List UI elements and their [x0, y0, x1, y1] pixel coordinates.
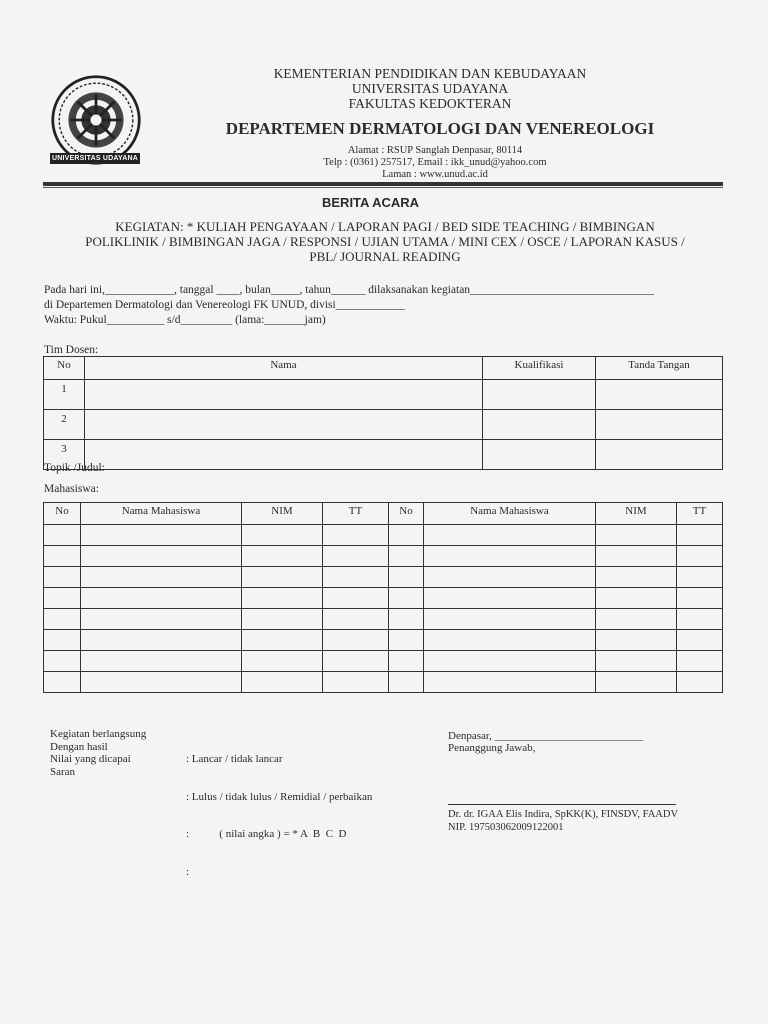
row-number: 1 — [44, 380, 85, 410]
row-number: 2 — [44, 410, 85, 440]
topik-label: Topik /Judul: — [44, 462, 105, 474]
student-cell[interactable] — [242, 609, 323, 630]
student-cell[interactable] — [44, 651, 81, 672]
signature-cell[interactable] — [596, 380, 723, 410]
nama-cell[interactable] — [85, 440, 483, 470]
student-cell[interactable] — [677, 567, 723, 588]
student-cell[interactable] — [44, 609, 81, 630]
student-cell[interactable] — [323, 630, 389, 651]
signature-cell[interactable] — [596, 410, 723, 440]
header-rule-thin — [43, 187, 723, 188]
student-cell[interactable] — [677, 588, 723, 609]
student-cell[interactable] — [677, 630, 723, 651]
tim-dosen-label: Tim Dosen: — [44, 344, 99, 356]
kegiatan-line: KEGIATAN: * KULIAH PENGAYAAN / LAPORAN PAGI / BED SIDE TEACHING / BIMBINGAN — [115, 219, 655, 234]
student-cell[interactable] — [389, 672, 424, 693]
table-row — [44, 567, 723, 588]
student-cell[interactable] — [677, 546, 723, 567]
student-cell[interactable] — [677, 651, 723, 672]
col-nama-mahasiswa: Nama Mahasiswa — [424, 503, 596, 525]
col-kualifikasi: Kualifikasi — [483, 357, 596, 380]
col-tanda-tangan: Tanda Tangan — [596, 357, 723, 380]
student-cell[interactable] — [323, 651, 389, 672]
kualifikasi-cell[interactable] — [483, 410, 596, 440]
student-cell[interactable] — [677, 609, 723, 630]
table-row — [44, 525, 723, 546]
university-name: UNIVERSITAS UDAYANA — [351, 81, 509, 96]
student-cell[interactable] — [677, 525, 723, 546]
responsible-label: Penanggung Jawab, — [448, 742, 536, 754]
table-row — [44, 651, 723, 672]
kegiatan-berlangsung-label: Kegiatan berlangsung — [50, 728, 147, 740]
kualifikasi-cell[interactable] — [483, 440, 596, 470]
student-cell[interactable] — [242, 630, 323, 651]
student-cell[interactable] — [44, 588, 81, 609]
col-nama-mahasiswa: Nama Mahasiswa — [81, 503, 242, 525]
student-cell[interactable] — [44, 546, 81, 567]
student-cell[interactable] — [81, 567, 242, 588]
student-cell[interactable] — [424, 651, 596, 672]
contact: Telp : (0361) 257517, Email : ikk_unud@yahoo.com — [323, 157, 547, 168]
table-header-row — [44, 503, 723, 525]
table-row — [44, 380, 723, 410]
student-cell[interactable] — [81, 525, 242, 546]
student-cell[interactable] — [596, 609, 677, 630]
student-cell[interactable] — [424, 567, 596, 588]
table-row — [44, 630, 723, 651]
dengan-hasil-label: Dengan hasil — [50, 740, 108, 753]
student-cell[interactable] — [389, 651, 424, 672]
student-cell[interactable] — [424, 525, 596, 546]
col-tt: TT — [677, 503, 723, 525]
faculty-name: FAKULTAS KEDOKTERAN — [348, 96, 512, 111]
student-cell[interactable] — [81, 609, 242, 630]
student-cell[interactable] — [242, 567, 323, 588]
student-cell[interactable] — [389, 588, 424, 609]
student-cell[interactable] — [242, 525, 323, 546]
table-row — [44, 609, 723, 630]
saran-value[interactable]: : — [186, 865, 190, 878]
footer-labels — [50, 728, 146, 778]
student-cell[interactable] — [389, 609, 424, 630]
student-cell[interactable] — [323, 525, 389, 546]
website: Laman : www.unud.ac.id — [382, 169, 488, 180]
header-rule — [43, 182, 723, 186]
student-cell[interactable] — [323, 588, 389, 609]
student-cell[interactable] — [596, 567, 677, 588]
student-cell[interactable] — [44, 567, 81, 588]
col-nama: Nama — [85, 357, 483, 380]
table-header-row — [44, 357, 723, 380]
student-cell[interactable] — [323, 567, 389, 588]
nama-cell[interactable] — [85, 380, 483, 410]
student-cell[interactable] — [677, 672, 723, 693]
student-cell[interactable] — [424, 630, 596, 651]
table-row — [44, 672, 723, 693]
kualifikasi-cell[interactable] — [483, 380, 596, 410]
table-row — [44, 440, 723, 470]
student-cell[interactable] — [242, 651, 323, 672]
student-cell[interactable] — [323, 609, 389, 630]
table-row — [44, 546, 723, 567]
student-cell[interactable] — [81, 672, 242, 693]
kegiatan-line: PBL/ JOURNAL READING — [309, 249, 461, 264]
saran-label: Saran — [50, 765, 76, 778]
logo-label: UNIVERSITAS UDAYANA — [51, 155, 138, 162]
table-row — [44, 588, 723, 609]
signature-line — [448, 804, 676, 805]
address: Alamat : RSUP Sanglah Denpasar, 80114 — [347, 145, 523, 156]
student-cell[interactable] — [242, 672, 323, 693]
student-cell[interactable] — [242, 546, 323, 567]
student-cell[interactable] — [242, 588, 323, 609]
student-cell[interactable] — [596, 525, 677, 546]
ministry-name: KEMENTERIAN PENDIDIKAN DAN KEBUDAYAAN — [273, 66, 587, 81]
student-cell[interactable] — [81, 588, 242, 609]
student-cell[interactable] — [596, 672, 677, 693]
nilai-value[interactable]: : ( nilai angka ) = * A B C D — [186, 828, 347, 840]
student-cell[interactable] — [389, 525, 424, 546]
student-cell[interactable] — [596, 546, 677, 567]
student-cell[interactable] — [596, 651, 677, 672]
col-tt: TT — [323, 503, 389, 525]
student-cell[interactable] — [81, 546, 242, 567]
student-cell[interactable] — [424, 588, 596, 609]
table-row — [44, 410, 723, 440]
mahasiswa-table — [43, 502, 723, 693]
page-title: BERITA ACARA — [322, 195, 420, 210]
student-cell[interactable] — [81, 651, 242, 672]
student-cell[interactable] — [389, 546, 424, 567]
signer-nip: NIP. 197503062009122001 — [448, 822, 564, 833]
tim-dosen-table — [43, 356, 723, 470]
student-cell[interactable] — [44, 525, 81, 546]
student-cell[interactable] — [424, 672, 596, 693]
col-nim: NIM — [596, 503, 677, 525]
student-cell[interactable] — [424, 609, 596, 630]
kegiatan-list — [45, 219, 725, 264]
signature-cell[interactable] — [596, 440, 723, 470]
student-cell[interactable] — [389, 630, 424, 651]
student-cell[interactable] — [424, 546, 596, 567]
date-field-line[interactable]: Pada hari ini,____________, tanggal ____, bulan_____, tahun______ dilaksanakan kegiatan________________________________ — [44, 284, 655, 296]
col-no: No — [44, 357, 85, 380]
student-cell[interactable] — [44, 630, 81, 651]
row-number: 3 — [44, 440, 85, 470]
mahasiswa-label: Mahasiswa: — [44, 483, 99, 495]
student-cell[interactable] — [323, 672, 389, 693]
col-no: No — [389, 503, 424, 525]
division-field-line[interactable]: di Departemen Dermatologi dan Venereologi FK UNUD, divisi____________ — [44, 299, 405, 311]
student-cell[interactable] — [596, 588, 677, 609]
place-date[interactable]: Denpasar, ___________________________ — [448, 730, 644, 742]
dengan-hasil-value[interactable]: : Lulus / tidak lulus / Remidial / perbaikan — [186, 790, 373, 803]
signer-name: Dr. dr. IGAA Elis Indira, SpKK(K), FINSDV, FAADV — [448, 809, 679, 820]
student-cell[interactable] — [389, 567, 424, 588]
nilai-label: Nilai yang dicapai — [50, 753, 131, 765]
department-name: DEPARTEMEN DERMATOLOGI DAN VENEREOLOGI — [225, 119, 655, 138]
col-no: No — [44, 503, 81, 525]
student-cell[interactable] — [323, 546, 389, 567]
student-cell[interactable] — [596, 630, 677, 651]
nama-cell[interactable] — [85, 410, 483, 440]
time-field-line[interactable]: Waktu: Pukul__________ s/d_________ (lama:_______jam) — [44, 314, 326, 326]
col-nim: NIM — [242, 503, 323, 525]
student-cell[interactable] — [81, 630, 242, 651]
student-cell[interactable] — [44, 672, 81, 693]
footer-values — [186, 728, 372, 891]
kegiatan-line: POLIKLINIK / BIMBINGAN JAGA / RESPONSI / UJIAN UTAMA / MINI CEX / OSCE / LAPORAN KASUS / — [85, 234, 685, 249]
kegiatan-berlangsung-value[interactable]: : Lancar / tidak lancar — [186, 753, 283, 765]
